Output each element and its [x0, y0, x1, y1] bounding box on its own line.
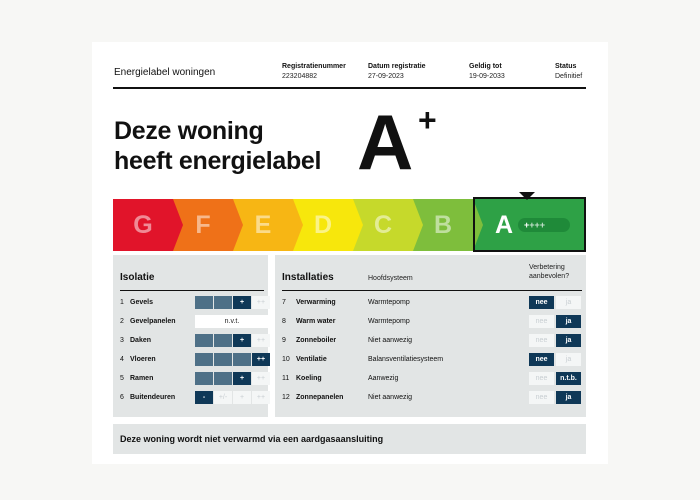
insulation-panel: [113, 255, 268, 417]
advice-yes: ja: [556, 391, 581, 404]
insulation-row: [120, 334, 264, 347]
row-number: 12: [282, 394, 290, 401]
rating-square: [233, 353, 251, 366]
row-name: Vloeren: [130, 356, 156, 363]
row-number: 2: [120, 318, 124, 325]
rating-square: [195, 334, 213, 347]
scale-letter-a: A: [494, 211, 514, 239]
row-name: Gevelpanelen: [130, 318, 176, 325]
advice-yes: ja: [556, 334, 581, 347]
advice-no: nee: [529, 296, 554, 309]
row-number: 9: [282, 337, 286, 344]
headline-line-1: Deze woning: [114, 117, 264, 145]
row-name: Zonneboiler: [296, 337, 337, 344]
status: [555, 63, 582, 80]
not-applicable-badge: n.v.t.: [195, 315, 269, 328]
row-number: 1: [120, 299, 124, 306]
rating-square: +/-: [214, 391, 232, 404]
advice-no: nee: [529, 391, 554, 404]
main-system-value: Warmtepomp: [368, 318, 410, 325]
installation-row: [282, 391, 582, 404]
registration-number-value: 223204882: [282, 73, 318, 80]
row-name: Ramen: [130, 375, 154, 382]
energy-label-letter: A: [357, 98, 412, 186]
row-name: Daken: [130, 337, 152, 344]
main-system-value: Warmtepomp: [368, 299, 410, 306]
insulation-row: [120, 372, 264, 385]
scale-letter-g: G: [133, 211, 153, 239]
improvement-header-line-1: Verbetering: [529, 264, 565, 271]
installations-divider: [282, 290, 582, 291]
header-divider: [113, 87, 586, 89]
insulation-row: [120, 296, 264, 309]
rating-square: +: [233, 372, 251, 385]
row-name: Ventilatie: [296, 356, 327, 363]
rating-square: [214, 353, 232, 366]
rating-square: +: [233, 391, 251, 404]
valid-until-label: Geldig tot: [469, 63, 502, 70]
headline: [114, 116, 321, 176]
improvement-header-line-2: aanbevolen?: [529, 273, 570, 280]
rating-square: ++: [252, 353, 270, 366]
status-value: Definitief: [555, 73, 583, 80]
scale-letter-d: D: [313, 211, 333, 239]
main-system-value: Balansventilatiesysteem: [368, 356, 444, 363]
row-name: Buitendeuren: [130, 394, 176, 401]
rating-square: -: [195, 391, 213, 404]
advice-no: nee: [529, 334, 554, 347]
row-number: 10: [282, 356, 290, 363]
main-system-value: Niet aanwezig: [368, 337, 412, 344]
headline-line-2: heeft energielabel: [114, 147, 322, 175]
rating-square: [195, 372, 213, 385]
energy-label-plus: +: [418, 102, 437, 138]
registration-date: [368, 63, 426, 80]
installation-row: [282, 315, 582, 328]
aplus-pill-active: +: [524, 220, 530, 230]
insulation-title: Isolatie: [120, 272, 155, 283]
aplus-pill-rest: +++: [529, 220, 546, 230]
advice-yes: ja: [556, 315, 581, 328]
rating-square: +: [233, 296, 251, 309]
insulation-row: [120, 353, 264, 366]
row-name: Verwarming: [296, 299, 336, 306]
installation-row: [282, 353, 582, 366]
insulation-divider: [120, 290, 264, 291]
row-number: 4: [120, 356, 124, 363]
insulation-row: [120, 315, 264, 328]
advice-yes: ja: [556, 296, 581, 309]
status-label: Status: [555, 63, 577, 70]
advice-no: nee: [529, 372, 554, 385]
row-name: Warm water: [296, 318, 336, 325]
scale-letter-c: C: [373, 211, 393, 239]
advice-no: nee: [529, 315, 554, 328]
row-number: 8: [282, 318, 286, 325]
row-number: 5: [120, 375, 124, 382]
installation-row: [282, 334, 582, 347]
registration-date-value: 27-09-2023: [368, 73, 404, 80]
valid-until-value: 19-09-2033: [469, 73, 505, 80]
gas-connection-notice: Deze woning wordt niet verwarmd via een aardgasaansluiting: [113, 424, 586, 454]
rating-square: ++: [252, 296, 270, 309]
registration-number: [282, 63, 346, 80]
advice-yes: n.t.b.: [556, 372, 581, 385]
aplus-pill: [518, 218, 570, 232]
rating-square: ++: [252, 391, 270, 404]
scale-letter-e: E: [254, 211, 272, 239]
row-number: 3: [120, 337, 124, 344]
advice-yes: ja: [556, 353, 581, 366]
rating-square: ++: [252, 334, 270, 347]
advice-no: nee: [529, 353, 554, 366]
main-system-value: Niet aanwezig: [368, 394, 412, 401]
rating-square: [195, 296, 213, 309]
rating-square: [214, 334, 232, 347]
valid-until: [469, 63, 505, 80]
document-title: Energielabel woningen: [114, 67, 216, 78]
row-number: 7: [282, 299, 286, 306]
installation-row: [282, 372, 582, 385]
row-number: 11: [282, 375, 290, 382]
rating-square: [214, 296, 232, 309]
rating-square: [214, 372, 232, 385]
registration-number-label: Registratienummer: [282, 63, 346, 70]
installations-title: Installaties: [282, 272, 334, 283]
row-name: Koeling: [296, 375, 322, 382]
active-class-marker: [519, 192, 535, 200]
rating-square: [195, 353, 213, 366]
row-number: 6: [120, 394, 124, 401]
rating-square: ++: [252, 372, 270, 385]
main-system-value: Aanwezig: [368, 375, 399, 382]
insulation-row: [120, 391, 264, 404]
improvement-header: [529, 263, 569, 281]
rating-square: +: [233, 334, 251, 347]
row-name: Zonnepanelen: [296, 394, 344, 401]
installations-panel: [275, 255, 586, 417]
scale-letter-f: F: [195, 211, 211, 239]
installation-row: [282, 296, 582, 309]
registration-date-label: Datum registratie: [368, 63, 426, 70]
scale-letter-b: B: [433, 211, 453, 239]
row-name: Gevels: [130, 299, 153, 306]
main-system-header: Hoofdsysteem: [368, 275, 413, 282]
